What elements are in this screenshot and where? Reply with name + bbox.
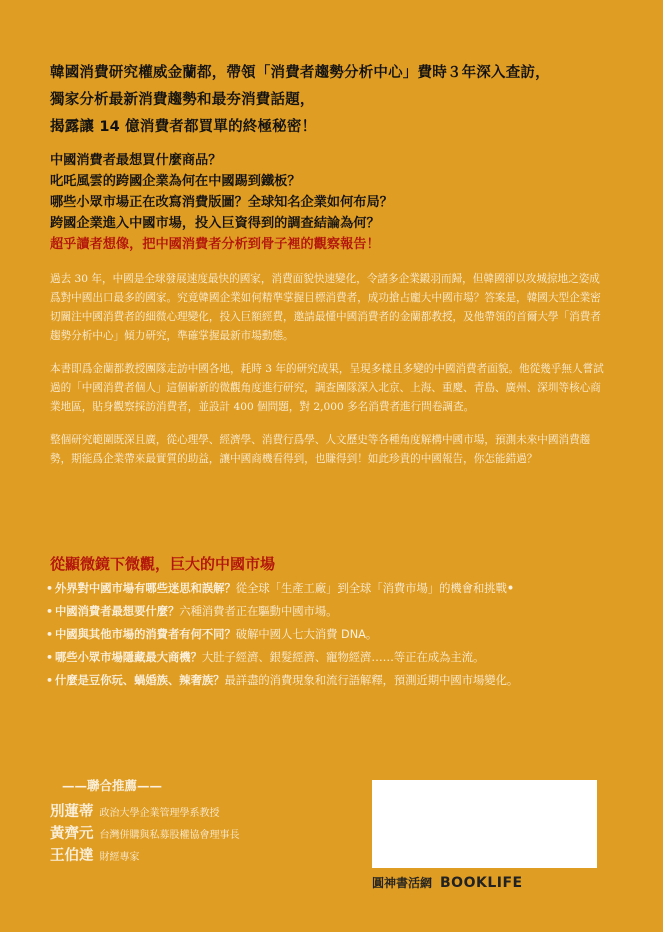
recommender-name: 別蓮蒂 [50, 804, 94, 820]
questions-block [50, 150, 640, 255]
recommender-name: 王伯達 [50, 848, 94, 864]
recommender-row [50, 844, 240, 866]
bullet-answer: 大肚子經濟、銀髮經濟、寵物經濟……等正在成為主流。 [201, 651, 485, 664]
bullet-dot-icon: • [46, 605, 54, 618]
body-paragraph-3: 整個研究範圍既深且廣，從心理學、經濟學、消費行爲學、人文歷史等各種角度解構中國市場，預測未來中國消費趨勢，期能爲企業帶來最實質的助益，讓中國商機看得到，也賺得到！如此珍貴的中國報告，你怎能錯過？ [50, 434, 591, 465]
body-paragraph-1: 過去 30 年，中國是全球發展速度最快的國家，消費面貌快速變化，令諸多企業鎩羽而歸，但韓國卻以攻城掠地之姿成爲對中國出口最多的國家。究竟韓國企業如何精準掌握目標消費者，成功搶占龐大中國市場？答案是，韓國大型企業密切關注中國消費者的細微心理變化，投入巨額經費，邀請最懂中國消費者的金蘭都教授，及他帶領的首爾大學「消費者趨勢分析中心」傾力研究，準確掌握最新市場動態。 [50, 273, 601, 342]
bullet-question: 什麼是豆你玩、蝸婚族、辣奢族？ [55, 674, 225, 687]
recommender-row [50, 822, 240, 844]
recommender-title: 政治大學企業管理學系教授 [99, 808, 220, 819]
publisher-name-cn: 圓神書活網 [372, 876, 433, 890]
bullet-dot-icon: • [46, 582, 54, 595]
bullet-dot-icon: • [46, 651, 54, 664]
bullet-item-4 [46, 649, 646, 672]
intro-line-1: 韓國消費研究權威金蘭都，帶領「消費者趨勢分析中心」費時３年深入查訪， [50, 65, 550, 81]
bullet-answer: 從全球「生產工廠」到全球「消費市場」的機會和挑戰 [235, 582, 507, 595]
question-1: 中國消費者最想買什麼商品？ [50, 153, 222, 168]
bullet-item-5 [46, 672, 646, 695]
bullet-dot-icon: • [46, 674, 54, 687]
recommender-row [50, 800, 240, 822]
body-paragraph-2: 本書即爲金蘭都教授團隊走訪中國各地，耗時 3 年的研究成果，呈現多樣且多變的中國消費者面貌。他從幾乎無人嘗試過的「中國消費者個人」這個嶄新的微觀角度進行研究，調查團隊深入北京、上海、重慶、青島、廣州、深圳等核心商業地區，貼身觀察採訪消費者，並設計 400 個問題，對 2,000 多名消費者進行問卷調查。 [50, 363, 604, 413]
publisher-logo [372, 874, 523, 891]
intro-block [50, 60, 640, 141]
barcode-area [372, 780, 597, 868]
intro-line-2: 獨家分析最新消費趨勢和最夯消費話題， [50, 92, 315, 108]
bullet-item-2 [46, 603, 646, 626]
bullet-tail: • [506, 582, 515, 595]
bullet-list [46, 580, 646, 695]
recommender-title: 財經專家 [99, 852, 140, 863]
question-4: 跨國企業進入中國市場，投入巨資得到的調查結論為何？ [50, 216, 380, 231]
highlight-line: 超乎讀者想像，把中國消費者分析到骨子裡的觀察報告！ [50, 237, 380, 252]
recommendation-header: ——聯合推薦—— [62, 778, 163, 793]
bullet-item-1 [46, 580, 646, 603]
bullet-dot-icon: • [46, 628, 54, 641]
recommendation-block [50, 776, 240, 866]
bullet-item-3 [46, 626, 646, 649]
publisher-name-en: BOOKLIFE [440, 874, 523, 891]
bullet-question: 外界對中國市場有哪些迷思和誤解？ [55, 582, 236, 595]
question-2: 叱吒風雲的跨國企業為何在中國踢到鐵板？ [50, 174, 301, 189]
question-3: 哪些小眾市場正在改寫消費版圖？全球知名企業如何布局？ [50, 195, 393, 210]
bullet-question: 哪些小眾市場隱藏最大商機？ [55, 651, 202, 664]
bullet-answer: 六種消費者正在驅動中國市場。 [179, 605, 338, 618]
bullet-question: 中國與其他市場的消費者有何不同？ [55, 628, 236, 641]
bullet-answer: 破解中國人七大消費 DNA。 [235, 628, 378, 641]
intro-line-3: 揭露讓 14 億消費者都買單的終極秘密！ [50, 119, 317, 135]
section-title: 從顯微鏡下微觀，巨大的中國市場 [50, 555, 276, 573]
recommender-title: 台灣併購與私募股權協會理事長 [99, 830, 240, 841]
recommender-name: 黃齊元 [50, 826, 94, 842]
bullet-answer: 最詳盡的消費現象和流行語解釋，預測近期中國市場變化。 [224, 674, 519, 687]
bullet-question: 中國消費者最想要什麼？ [55, 605, 180, 618]
body-text [50, 270, 606, 483]
